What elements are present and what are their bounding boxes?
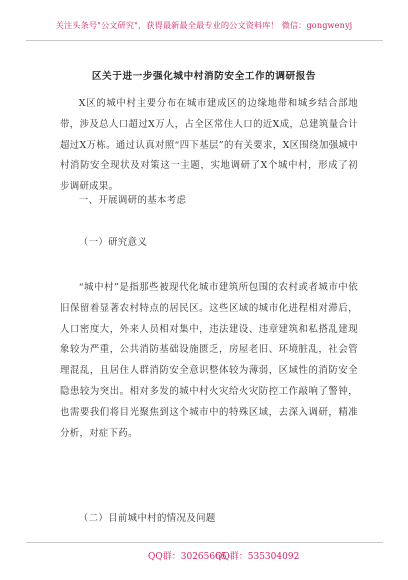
paragraph-significance: “城中村”是指那些被现代化城市建筑所包围的农村或者城市中依旧保留着显著农村特点的居民区。这些区域的城市化进程相对滞后，人口密度大，外来人员相对集中，违法建设、违章建筑和私搭乱建现象较为严重，公共消防基础设施匮乏，房屋老旧、环境脏乱，社会管理混乱，且居住人群消防安全意识整体较为薄弱，区域性的消防安全隐患较为突出。相对多发的城中村火灾给火灾防控工作敲响了警钟，也需要我们将目光聚焦到这个城市中的特殊区域，去深入调研，精准分析，对症下药。 xyxy=(60,282,358,439)
subsection-heading-significance: （一）研究意义 xyxy=(78,237,148,248)
header-divider xyxy=(26,40,383,41)
footer-qq-group-2: QQ群：535304092 xyxy=(215,552,300,562)
footer-qq-group-1: QQ群：30265665 xyxy=(148,552,227,562)
document-title: 区关于进一步强化城中村消防安全工作的调研报告 xyxy=(91,71,317,82)
paragraph-intro: X区的城中村主要分布在城市建成区的边缘地带和城乡结合部地带，涉及总人口超过X万人，占全区常住人口的近X成，总建筑量合计超过X万栋。通过认真对照“四下基层”的有关要求，X区围绕加强城中村消防安全现状及对策这一主题，实地调研了X个城中村，形成了初步调研成果。 xyxy=(60,98,358,193)
section-heading-1: 一、开展调研的基本考虑 xyxy=(78,195,187,206)
header-banner: 关注头条号"公文研究"，获得最新最全最专业的公文资料库！ 微信：gongwenyj xyxy=(55,20,353,30)
footer-divider xyxy=(26,542,383,543)
subsection-heading-current-situation: （二）目前城中村的情况及问题 xyxy=(78,513,216,524)
